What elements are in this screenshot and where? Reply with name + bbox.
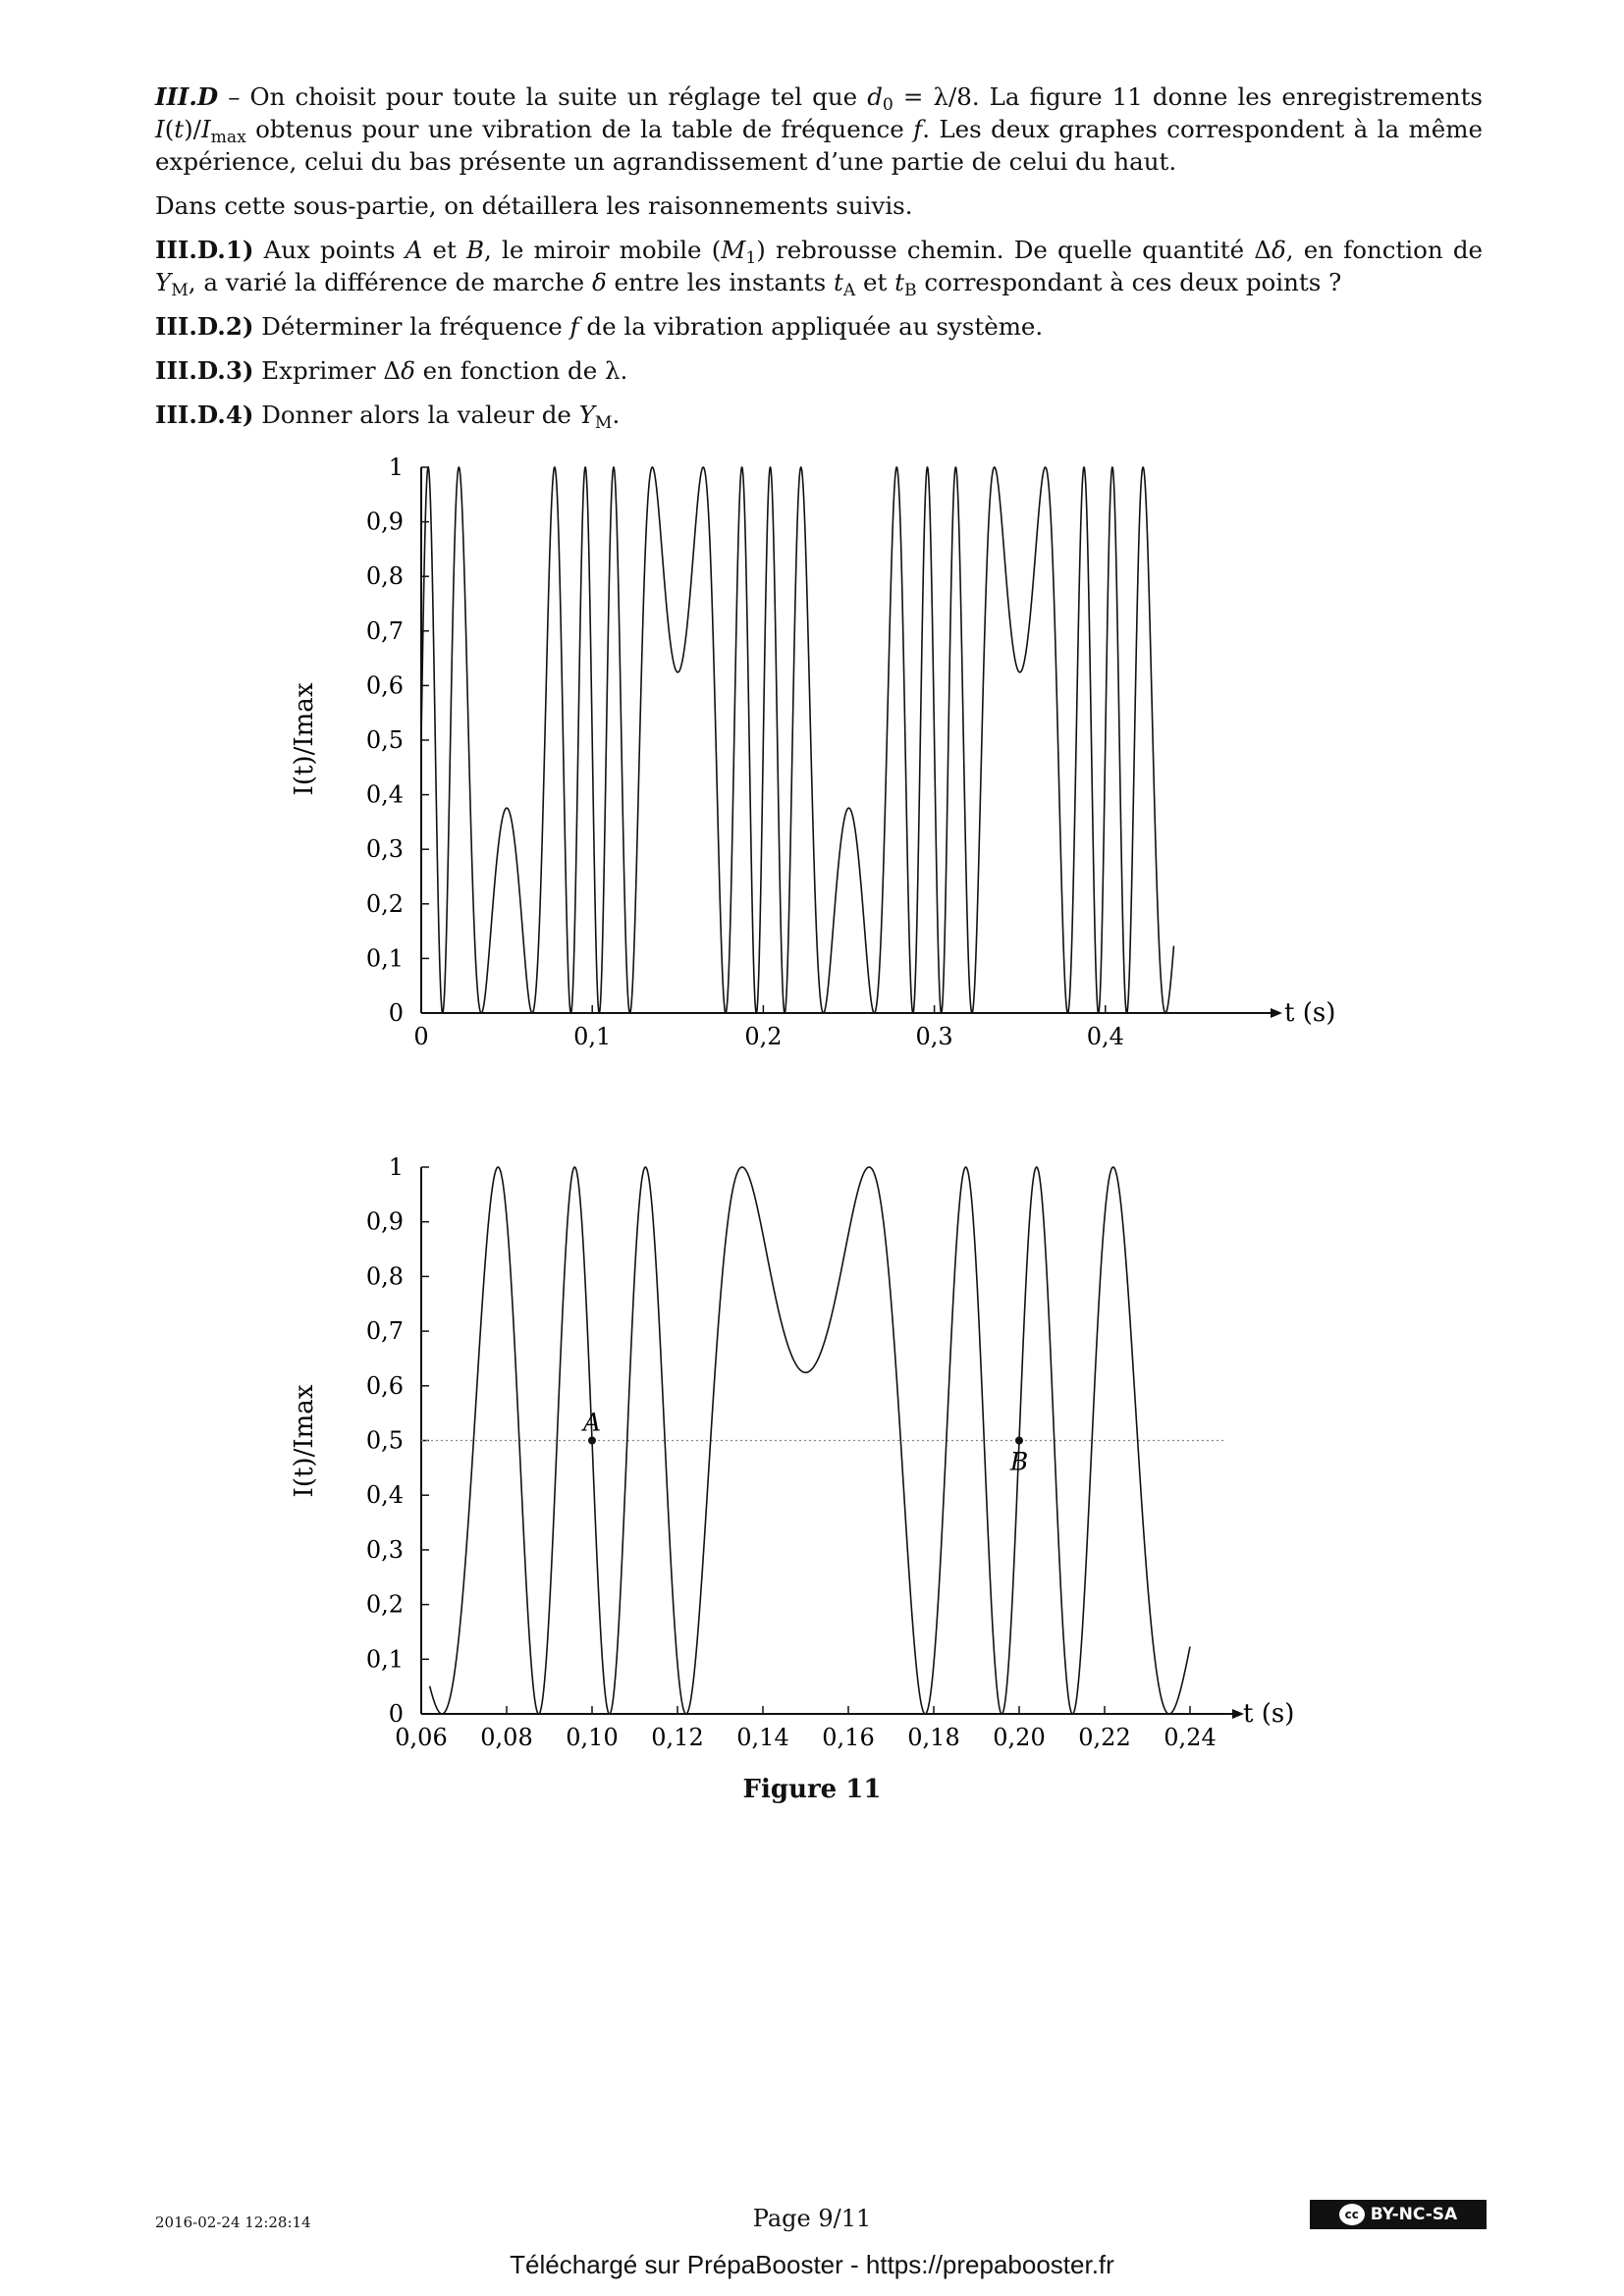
math-sub: max	[210, 128, 246, 148]
x-tick-label: 0,06	[395, 1724, 448, 1751]
page-number: Page 9/11	[752, 2205, 872, 2232]
y-tick-label: 1	[388, 1153, 404, 1181]
text-run: = λ/8. La figure 11 donne les enregistrements	[893, 82, 1483, 111]
y-tick-label: 0,7	[365, 1317, 404, 1346]
math-A: A	[405, 236, 423, 264]
text-run: et	[422, 236, 467, 264]
y-tick-label: 0,3	[365, 835, 404, 864]
math-t: t	[833, 268, 843, 296]
math-B: B	[466, 236, 485, 264]
x-axis-arrow	[1271, 1008, 1282, 1018]
text-run: entre les instants	[606, 268, 834, 296]
dash: –	[218, 82, 250, 111]
text-run: )/	[184, 115, 201, 143]
figure-caption: Figure 11	[742, 1775, 882, 1804]
y-tick-label: 0,2	[365, 1590, 404, 1619]
text-run: Aux points	[253, 236, 406, 264]
x-tick-label: 0,12	[651, 1724, 704, 1751]
math-d: d	[867, 82, 883, 111]
math-M: M	[721, 236, 746, 264]
x-tick-label: 0,14	[736, 1724, 789, 1751]
math-delta: δ	[1272, 236, 1286, 264]
method-paragraph: Dans cette sous-partie, on détaillera les raisonnements suivis.	[155, 191, 913, 220]
footer-date: 2016-02-24 12:28:14	[155, 2214, 311, 2231]
y-tick-label: 0,5	[365, 726, 404, 754]
text-run: Donner alors la valeur de	[253, 400, 579, 429]
point-b	[1015, 1437, 1023, 1445]
text-run: et	[855, 268, 895, 296]
text-run: . Les deux graphes correspondent à la même expérience, celui du bas présente un agrandissement d’une partie de celui du haut.	[155, 115, 1483, 176]
x-tick-label: 0,1	[573, 1023, 612, 1050]
text-run: .	[612, 400, 621, 429]
text-run: On choisit pour toute la suite un réglage tel que	[249, 82, 868, 111]
math-t: t	[894, 268, 904, 296]
y-tick-label: 0,6	[365, 1371, 404, 1400]
math-sub: 0	[882, 95, 893, 116]
y-tick-label: 0,8	[365, 562, 404, 591]
math-sub: 1	[745, 248, 757, 269]
intensity-curve	[421, 467, 1173, 1013]
y-tick-label: 0,1	[365, 944, 404, 973]
text-run: ) rebrousse chemin. De quelle quantité Δ	[756, 236, 1272, 264]
x-tick-label: 0,22	[1078, 1724, 1131, 1751]
creative-commons-icon: cc	[1339, 2204, 1365, 2225]
chart-panel-1	[290, 454, 1335, 1050]
x-axis-label: t (s)	[1243, 1699, 1295, 1729]
text-run: , le miroir mobile (	[484, 236, 722, 264]
x-tick-label: 0,2	[744, 1023, 783, 1050]
y-tick-label: 0,9	[365, 507, 404, 536]
y-tick-label: 0,1	[365, 1645, 404, 1674]
text-run: de la vibration appliquée au système.	[578, 312, 1044, 341]
math-t: t	[174, 115, 185, 143]
math-Y: Y	[578, 400, 595, 429]
text-run: (	[164, 115, 175, 143]
x-tick-label: 0,08	[480, 1724, 533, 1751]
chart-panel-2	[290, 1153, 1294, 1751]
y-tick-label: 0,5	[365, 1426, 404, 1455]
y-tick-label: 0	[388, 1700, 404, 1728]
y-tick-label: 1	[388, 454, 404, 481]
math-delta: δ	[591, 268, 607, 296]
y-axis-label: I(t)/Imax	[290, 1384, 319, 1498]
x-tick-label: 0,24	[1164, 1724, 1217, 1751]
text-run: obtenus pour une vibration de la table de fréquence	[245, 115, 914, 143]
x-tick-label: 0,16	[822, 1724, 875, 1751]
y-tick-label: 0,3	[365, 1535, 404, 1564]
download-notice: Téléchargé sur PrépaBooster - https://prepabooster.fr	[510, 2250, 1114, 2279]
math-I: I	[155, 115, 165, 143]
x-axis-label: t (s)	[1284, 998, 1336, 1028]
text-run: Exprimer Δ	[253, 356, 402, 385]
text-run: Déterminer la fréquence	[253, 312, 570, 341]
y-tick-label: 0,7	[365, 616, 404, 645]
x-tick-label: 0,10	[566, 1724, 619, 1751]
math-f: f	[569, 312, 579, 341]
y-tick-label: 0,6	[365, 671, 404, 700]
math-I: I	[200, 115, 211, 143]
math-Y: Y	[155, 268, 172, 296]
y-tick-label: 0,8	[365, 1262, 404, 1291]
math-sub: A	[842, 281, 856, 301]
y-tick-label: 0,4	[365, 1481, 404, 1510]
x-tick-label: 0,3	[915, 1023, 953, 1050]
question-label: III.D.4)	[155, 400, 254, 429]
text-run: , en fonction de	[1285, 236, 1484, 264]
question-label: III.D.3)	[155, 356, 254, 385]
text-run: correspondant à ces deux points ?	[916, 268, 1342, 296]
license-badge	[1310, 2200, 1487, 2229]
y-axis-label: I(t)/Imax	[290, 682, 319, 796]
math-delta: δ	[401, 356, 415, 385]
x-tick-label: 0,4	[1086, 1023, 1124, 1050]
y-tick-label: 0,9	[365, 1207, 404, 1236]
x-tick-label: 0	[413, 1023, 429, 1050]
y-tick-label: 0,2	[365, 889, 404, 918]
math-sub: B	[904, 281, 917, 301]
y-tick-label: 0,4	[365, 780, 404, 809]
question-label: III.D.2)	[155, 312, 254, 341]
license-text: BY-NC-SA	[1370, 2205, 1458, 2224]
x-tick-label: 0,20	[993, 1724, 1046, 1751]
y-tick-label: 0	[388, 999, 404, 1027]
x-tick-label: 0,18	[907, 1724, 960, 1751]
point-label-b: B	[1009, 1447, 1029, 1476]
math-sub: M	[594, 413, 613, 434]
text-run: en fonction de λ.	[414, 356, 628, 385]
point-label-a: A	[582, 1408, 602, 1437]
section-label: III.D	[155, 82, 219, 111]
math-f: f	[913, 115, 923, 143]
point-a	[588, 1437, 596, 1445]
math-sub: M	[171, 281, 189, 301]
question-label: III.D.1)	[155, 236, 254, 264]
text-run: , a varié la différence de marche	[188, 268, 592, 296]
